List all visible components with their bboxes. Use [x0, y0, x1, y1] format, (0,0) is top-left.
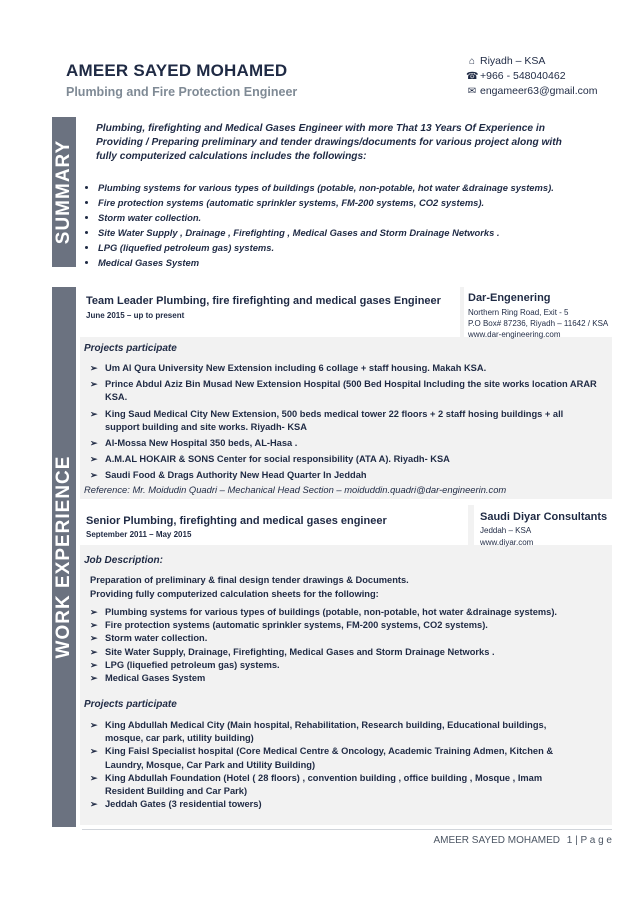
- job2-description-heading: Job Description:: [84, 555, 163, 566]
- list-item: ➢ Fire protection systems (automatic sprinkler systems, FM-200 systems, CO2 systems).: [90, 619, 600, 632]
- experience-sidebar: [52, 287, 76, 827]
- contact-phone: [466, 70, 566, 83]
- summary-label: SUMMARY: [53, 139, 74, 245]
- contact-location: [466, 55, 545, 68]
- summary-intro: Plumbing, firefighting and Medical Gases Engineer with more That 13 Years Of Experience in Providing / Preparing preliminary and tender drawings/documents for various project along with fully computerized calculations includes the followings:: [96, 123, 562, 162]
- job2-company-web[interactable]: www.diyar.com: [480, 538, 534, 547]
- job1-projects-list: [90, 362, 600, 483]
- job2-description-line: Providing fully computerized calculation sheets for the following:: [90, 589, 379, 599]
- page-footer: [433, 835, 612, 846]
- job2-company: Saudi Diyar Consultants: [480, 511, 608, 523]
- list-item: ➢ Medical Gases System: [90, 672, 600, 685]
- job1-company-address: Northern Ring Road, Exit - 5: [468, 308, 569, 317]
- job2-company-location: Jeddah – KSA: [480, 526, 532, 535]
- list-item: • Medical Gases System: [98, 255, 598, 270]
- phone-text: +966 - 548040462: [480, 70, 566, 82]
- contact-email: [466, 85, 597, 98]
- job2-projects-heading: Projects participate: [84, 699, 177, 710]
- list-item: • Site Water Supply , Drainage , Firefighting , Medical Gases and Storm Drainage Networks .: [98, 225, 598, 240]
- email-text[interactable]: engameer63@gmail.com: [480, 85, 598, 97]
- list-item: ➢ LPG (liquefied petroleum gas) systems.: [90, 659, 600, 672]
- summary-list: [82, 180, 598, 270]
- footer-page-number: 1: [566, 835, 573, 846]
- house-icon: ⌂: [468, 56, 476, 67]
- job2-title: Senior Plumbing, firefighting and medical gases engineer: [86, 515, 387, 527]
- job1-company-pobox: P.O Box# 87236, Riyadh – 11642 / KSA: [468, 319, 609, 328]
- footer-divider: [82, 829, 612, 830]
- list-item: ➢ Um Al Qura University New Extension including 6 collage + staff housing. Makah KSA.: [90, 362, 600, 375]
- job1-company-web[interactable]: www.dar-engineering.com: [468, 330, 561, 339]
- list-item: ➢ King Abdullah Foundation (Hotel ( 28 floors) , convention building , office building , Mosque , Imam Resident Building and Car Park): [90, 772, 580, 798]
- list-item: ➢ A.M.AL HOKAIR & SONS Center for social responsibility (ATA A). Riyadh- KSA: [90, 453, 600, 466]
- list-item: ➢ King Abdullah Medical City (Main hospital, Rehabilitation, Research building, Educational buildings, mosque, car park, utility building): [90, 719, 580, 745]
- summary-sidebar: [52, 117, 76, 267]
- experience-label: WORK EXPERIENCE: [53, 455, 74, 659]
- list-item: ➢ King Faisl Specialist hospital (Core Medical Centre & Oncology, Academic Training Admen, Kitchen & Laundry, Mosque, Car Park and Utility Building): [90, 745, 580, 771]
- list-item: • Storm water collection.: [98, 210, 598, 225]
- list-item: ➢ Saudi Food & Drags Authority New Head Quarter In Jeddah: [90, 469, 600, 482]
- list-item: ➢ King Saud Medical City New Extension, 500 beds medical tower 22 floors + 2 staff hosing buildings + all support building and site works. Riyadh- KSA: [90, 408, 600, 434]
- candidate-title: Plumbing and Fire Protection Engineer: [66, 85, 298, 99]
- job2-dates: September 2011 – May 2015: [86, 530, 192, 539]
- footer-name: AMEER SAYED MOHAMED: [433, 835, 560, 846]
- job2-duties-list: [90, 606, 600, 685]
- list-item: • Fire protection systems (automatic sprinkler systems, FM-200 systems, CO2 systems).: [98, 195, 598, 210]
- job1-title: Team Leader Plumbing, fire firefighting and medical gases Engineer: [86, 295, 441, 307]
- list-item: ➢ Plumbing systems for various types of buildings (potable, non-potable, hot water &drainage systems).: [90, 606, 600, 619]
- job1-projects-heading: Projects participate: [84, 343, 177, 354]
- mail-icon: ✉: [467, 86, 477, 97]
- list-item: ➢ Site Water Supply, Drainage, Firefighting, Medical Gases and Storm Drainage Networks .: [90, 646, 600, 659]
- list-item: • LPG (liquefied petroleum gas) systems.: [98, 240, 598, 255]
- footer-page-label: P a g e: [580, 835, 612, 846]
- list-item: • Plumbing systems for various types of buildings (potable, non-potable, hot water &drainage systems).: [98, 180, 598, 195]
- list-item: ➢ Al-Mossa New Hospital 350 beds, AL-Hasa .: [90, 437, 600, 450]
- job2-description-line: Preparation of preliminary & final design tender drawings & Documents.: [90, 575, 409, 585]
- candidate-name: AMEER SAYED MOHAMED: [66, 61, 288, 80]
- phone-icon: ☎: [466, 71, 479, 82]
- list-item: ➢ Jeddah Gates (3 residential towers): [90, 798, 580, 811]
- list-item: ➢ Storm water collection.: [90, 632, 600, 645]
- location-text: Riyadh – KSA: [480, 55, 546, 67]
- job1-company: Dar-Engenering: [468, 292, 551, 304]
- job2-projects-list: [90, 719, 580, 811]
- job1-reference: Reference: Mr. Moidudin Quadri – Mechanical Head Section – moiduddin.quadri@dar-engineerin.com: [84, 484, 507, 495]
- list-item: ➢ Prince Abdul Aziz Bin Musad New Extension Hospital (500 Bed Hospital Including the site works location ARAR KSA.: [90, 378, 600, 404]
- footer-separator: |: [575, 835, 578, 846]
- job1-dates: June 2015 – up to present: [86, 311, 185, 320]
